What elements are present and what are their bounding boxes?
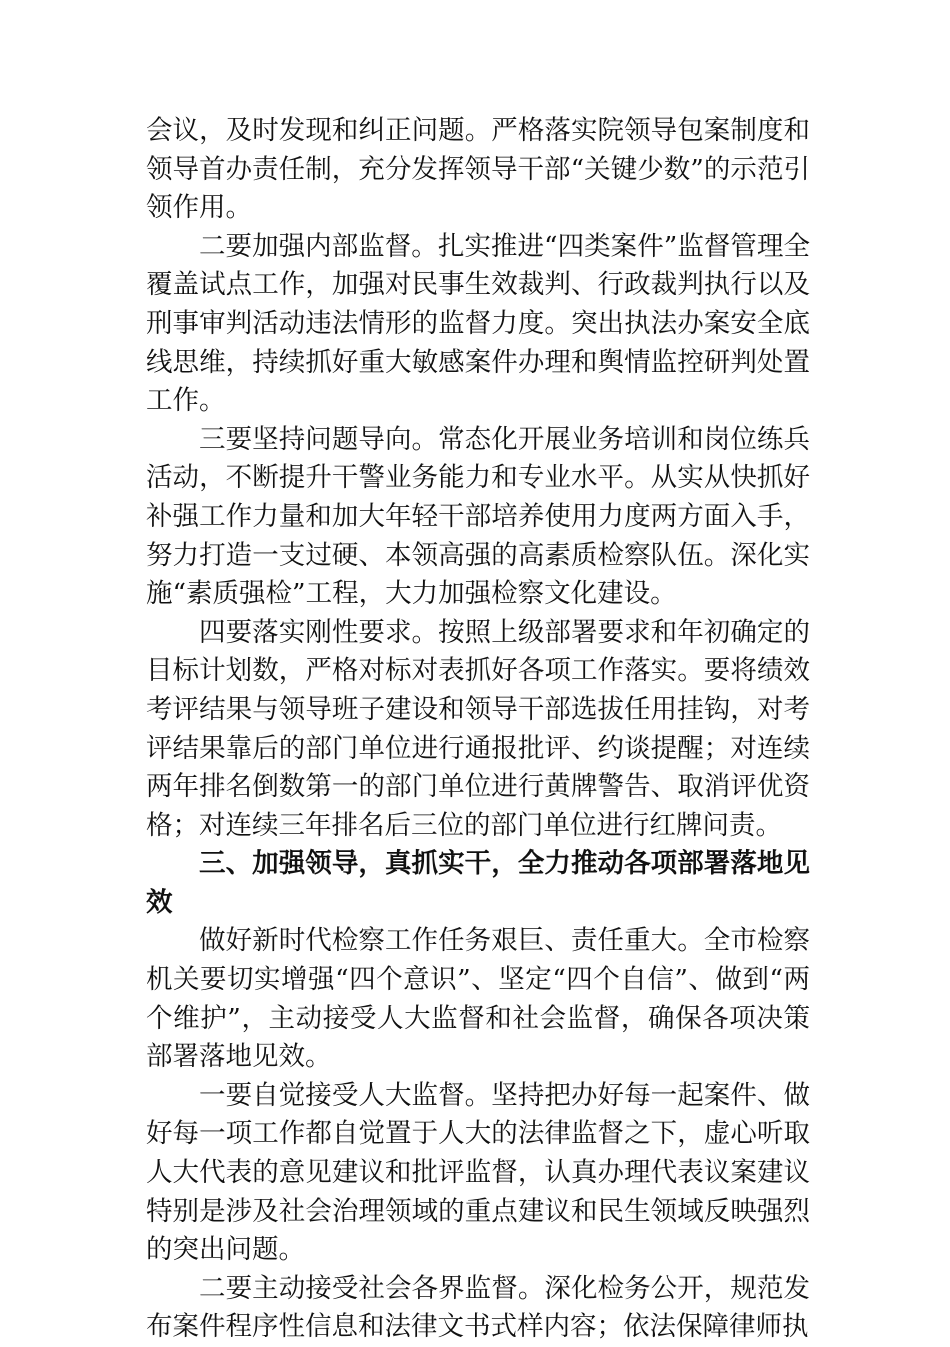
paragraph-problem-orientation: 三要坚持问题导向。常态化开展业务培训和岗位练兵活动，不断提升干警业务能力和专业水平。从实从快抓好补强工作力量和加大年轻干部培养使用力度两方面入手，努力打造一支过硬、本领高强的高素质检察队伍。深化实施“素质强检”工程，大力加强检察文化建设。 [146,423,810,610]
paragraph-internal-supervision: 二要加强内部监督。扎实推进“四类案件”监督管理全覆盖试点工作，加强对民事生效裁判、行政裁判执行以及刑事审判活动违法情形的监督力度。突出执法办案安全底线思维，持续抓好重大敏感案件办理和舆情监控研判处置工作。 [146,230,810,417]
paragraph-rigid-requirements: 四要落实刚性要求。按照上级部署要求和年初确定的目标计划数，严格对标对表抓好各项工作落实。要将绩效考评结果与领导班子建设和领导干部选拔任用挂钩，对考评结果靠后的部门单位进行通报批评、约谈提醒；对连续两年排名倒数第一的部门单位进行黄牌警告、取消评优资格；对连续三年排名后三位的部门单位进行红牌问责。 [146,616,810,841]
paragraph-npc-supervision: 一要自觉接受人大监督。坚持把办好每一起案件、做好每一项工作都自觉置于人大的法律监督之下，虚心听取人大代表的意见建议和批评监督，认真办理代表议案建议特别是涉及社会治理领域的重点建议和民生领域反映强烈的突出问题。 [146,1079,810,1266]
paragraph-section-intro: 做好新时代检察工作任务艰巨、责任重大。全市检察机关要切实增强“四个意识”、坚定“四个自信”、做到“两个维护”，主动接受人大监督和社会监督，确保各项决策部署落地见效。 [146,925,810,1073]
paragraph-social-supervision: 二要主动接受社会各界监督。深化检务公开，规范发布案件程序性信息和法律文书式样内容；依法保障律师执 [146,1272,810,1343]
section-heading: 三、加强领导，真抓实干，全力推动各项部署落地见效 [146,848,810,918]
paragraph-continuation: 会议，及时发现和纠正问题。严格落实院领导包案制度和领导首办责任制，充分发挥领导干部“关键少数”的示范引领作用。 [146,115,810,224]
document-page [146,112,810,1347]
